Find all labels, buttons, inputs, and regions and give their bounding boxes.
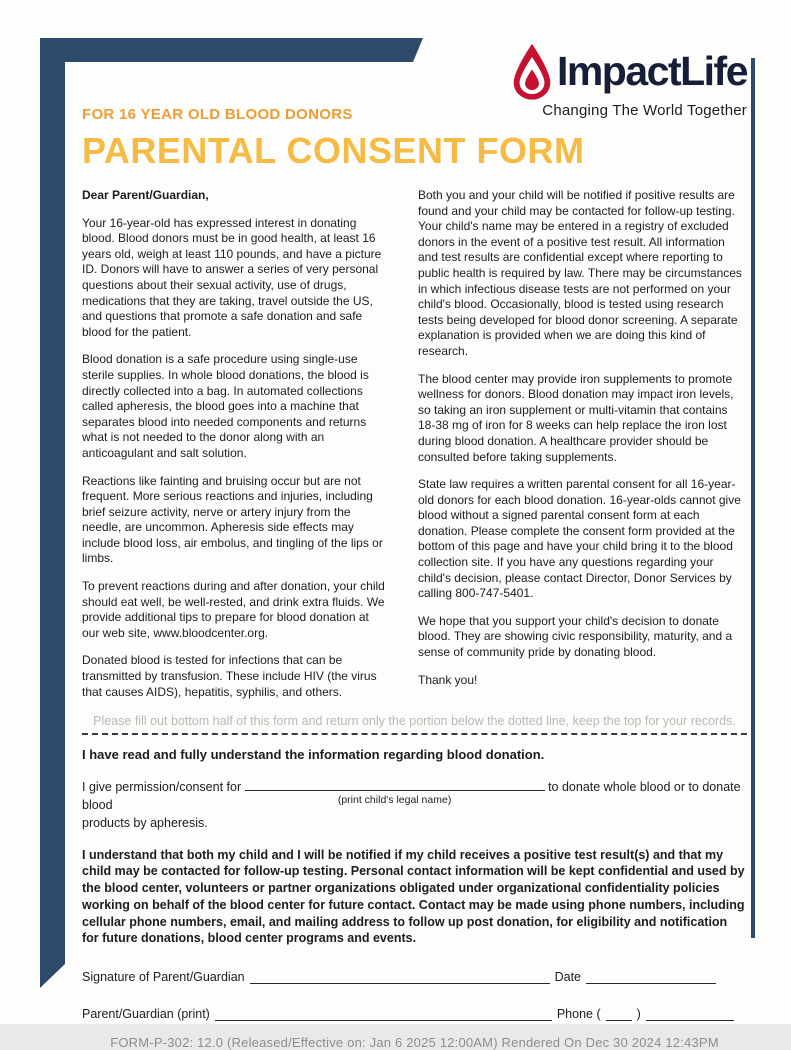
signature-label: Signature of Parent/Guardian (82, 970, 245, 985)
blood-drop-icon (510, 42, 554, 100)
letter-left-column (82, 188, 388, 712)
child-name-blank-line (245, 776, 545, 807)
phone-number-line (646, 1006, 734, 1021)
consent-fill-section (82, 747, 747, 1050)
letter-paragraph: We hope that you support your child's decision to donate blood. They are showing civic responsibility, maturity, and a sense of community pride by donating blood. (418, 613, 733, 660)
audience-heading: FOR 16 YEAR OLD BLOOD DONORS (82, 106, 353, 123)
closing-line: Thank you! (418, 672, 478, 687)
child-name-caption: (print child's legal name) (337, 794, 452, 807)
letter-paragraph: Blood donation is a safe procedure using single-use sterile supplies. In whole blood donations, the blood is directly collected into a bag. In automated collections called apheresis, the blood goes into a machine that separates blood into needed components and returns what is not needed to the donor along with an anticoagulant and salt solution. (82, 352, 369, 460)
salutation: Dear Parent/Guardian, (82, 188, 209, 202)
signature-line (250, 969, 550, 984)
consent-line (82, 776, 747, 832)
printed-name-line (215, 1006, 552, 1021)
acknowledgement-statement: I have read and fully understand the information regarding blood donation. (82, 747, 545, 763)
logo-row (510, 42, 747, 100)
letter-paragraph: State law requires a written parental consent for all 16-year-old donors for each blood donation. 16-year-olds cannot give blood without a signed parental consent form at each donation. Please complete the consent form provided at the bottom of this page and have your child bring it to the blood collection site. If you have any questions regarding your child's decision, please contact Director, Donor Services by calling 800-747-5401. (418, 477, 741, 601)
signature-row (82, 969, 747, 984)
form-version-footer: FORM-P-302: 12.0 (Released/Effective on: Jan 6 2025 12:00AM) Rendered On Dec 30 2024 12:43PM (110, 1035, 719, 1050)
letter-right-column (418, 188, 747, 712)
consent-suffix: to donate whole blood or to donate blood (82, 780, 741, 813)
form-header (82, 44, 747, 172)
letter-paragraph: To prevent reactions during and after donation, your child should eat well, be well-rested, and drink extra fluids. We provide additional tips to prepare for blood donation at our web site, www.bloodcenter.org. (82, 579, 385, 640)
phone-label-open: Phone ( (556, 1007, 601, 1022)
phone-area-code-line (606, 1006, 632, 1021)
print-name-label: Parent/Guardian (print) (82, 1007, 210, 1022)
logo-wordmark: ImpactLife (556, 47, 747, 94)
consent-prefix: I give permission/consent for (82, 780, 242, 795)
tear-off-instruction: Please fill out bottom half of this form and return only the portion below the dotted line, keep the top for your records. (93, 714, 736, 729)
notification-notice: I understand that both my child and I will be notified if my child receives a positive test result(s) and that my child may be contacted for follow-up testing. Personal contact information will be kept confidential and used by the blood center, volunteers or partner organizations obligated under organizational confidentiality policies working on behalf of the blood center for future contact. Contact may be made using phone numbers, including cellular phone numbers, email, and mailing address to follow up post donation, for eligibility and notification for future donations, blood center programs and events. (82, 847, 745, 946)
date-line (586, 969, 716, 984)
consent-suffix-2: products by apheresis. (82, 816, 208, 831)
date-label: Date (554, 970, 582, 985)
letter-paragraph: Donated blood is tested for infections that can be transmitted by transfusion. These include HIV (the virus that causes AIDS), hepatitis, syphilis, and others. (82, 653, 377, 699)
letter-paragraph: Both you and your child will be notified if positive results are found and your child may be contacted for follow-up testing. Your child's name may be entered in a registry of excluded donors in the event of a positive test result. All information and test results are confidential except where reporting to public health is required by law. There may be circumstances in which infectious disease tests are not performed on your child's blood. Occasionally, blood is tested using research tests being developed for blood donor screening. A separate explanation is provided when we are doing this kind of research. (418, 188, 742, 358)
letter-paragraph: The blood center may provide iron supplements to promote wellness for donors. Blood donation may impact iron levels, so taking an iron supplement or multi-vitamin that contains 18-38 mg of iron for 8 weeks can help replace the iron lost during blood donation. A healthcare provider should be consulted before taking supplements. (418, 371, 734, 464)
impactlife-logo (510, 42, 747, 119)
letter-paragraph: Your 16-year-old has expressed interest in donating blood. Blood donors must be in good health, at least 16 years old, weigh at least 110 pounds, and have a picture ID. Donors will have to answer a series of very personal questions about their sexual activity, use of drugs, medications that they are taking, travel outside the US, and questions that promote a safe donation and safe blood for the patient. (82, 215, 382, 339)
printed-name-row (82, 1006, 747, 1021)
phone-label-close: ) (636, 1007, 641, 1022)
form-title: PARENTAL CONSENT FORM (82, 130, 585, 171)
dashed-divider (82, 733, 747, 735)
logo-tagline: Changing The World Together (542, 102, 747, 119)
letter-body (82, 188, 747, 712)
letter-paragraph: Reactions like fainting and bruising occur but are not frequent. More serious reactions and injuries, including brief seizure activity, nerve or artery injury from the needle, are uncommon. Apheresis side effects may include blood loss, air embolus, and tingling of the lips or limbs. (82, 473, 383, 566)
